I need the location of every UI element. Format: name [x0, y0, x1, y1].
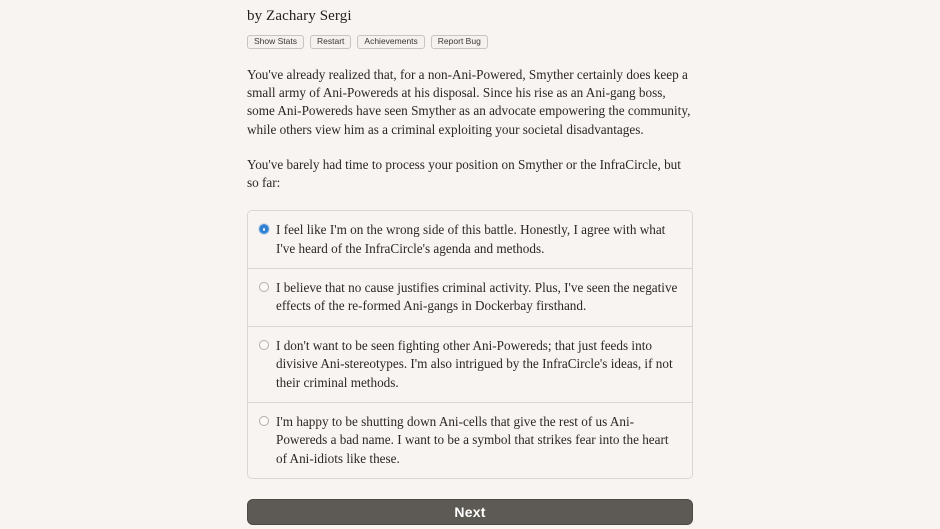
choice-option-1-label: I feel like I'm on the wrong side of this battle. Honestly, I agree with what I've heard of the InfraCircle's agenda and methods. [276, 222, 666, 256]
radio-icon[interactable] [259, 416, 269, 426]
restart-button[interactable]: Restart [310, 35, 351, 49]
utility-button-row [247, 34, 693, 50]
choice-option-2[interactable] [248, 268, 692, 326]
next-button[interactable]: Next [247, 499, 693, 525]
author-byline: by Zachary Sergi [247, 8, 352, 24]
choice-option-1[interactable] [248, 211, 692, 268]
report-bug-button[interactable]: Report Bug [431, 35, 488, 49]
radio-icon[interactable] [259, 282, 269, 292]
choice-option-2-label: I believe that no cause justifies criminal activity. Plus, I've seen the negative effects of the re-formed Ani-gangs in Dockerbay firsthand. [276, 280, 678, 314]
radio-icon-selected[interactable] [259, 224, 269, 234]
story-paragraph-2: You've barely had time to process your position on Smyther or the InfraCircle, but so far: [247, 156, 681, 191]
achievements-button[interactable]: Achievements [357, 35, 424, 49]
story-container [247, 0, 693, 525]
radio-icon[interactable] [259, 340, 269, 350]
story-paragraph-1: You've already realized that, for a non-Ani-Powered, Smyther certainly does keep a small army of Ani-Powereds at his disposal. Since his rise as an Ani-gang boss, some Ani-Powereds have seen Smyther as an advocate empowering the community, while others view him as a criminal exploiting your societal disadvantages. [247, 67, 691, 137]
choice-option-3[interactable] [248, 326, 692, 402]
choice-list [247, 210, 693, 479]
show-stats-button[interactable]: Show Stats [247, 35, 304, 49]
choice-option-4-label: I'm happy to be shutting down Ani-cells that give the rest of us Ani-Powereds a bad name. I want to be a symbol that strikes fear into the heart of Ani-idiots like these. [276, 414, 669, 466]
choice-option-3-label: I don't want to be seen fighting other Ani-Powereds; that just feeds into divisive Ani-stereotypes. I'm also intrigued by the InfraCircle's ideas, if not their criminal methods. [276, 337, 673, 390]
choice-option-4[interactable] [248, 402, 692, 478]
